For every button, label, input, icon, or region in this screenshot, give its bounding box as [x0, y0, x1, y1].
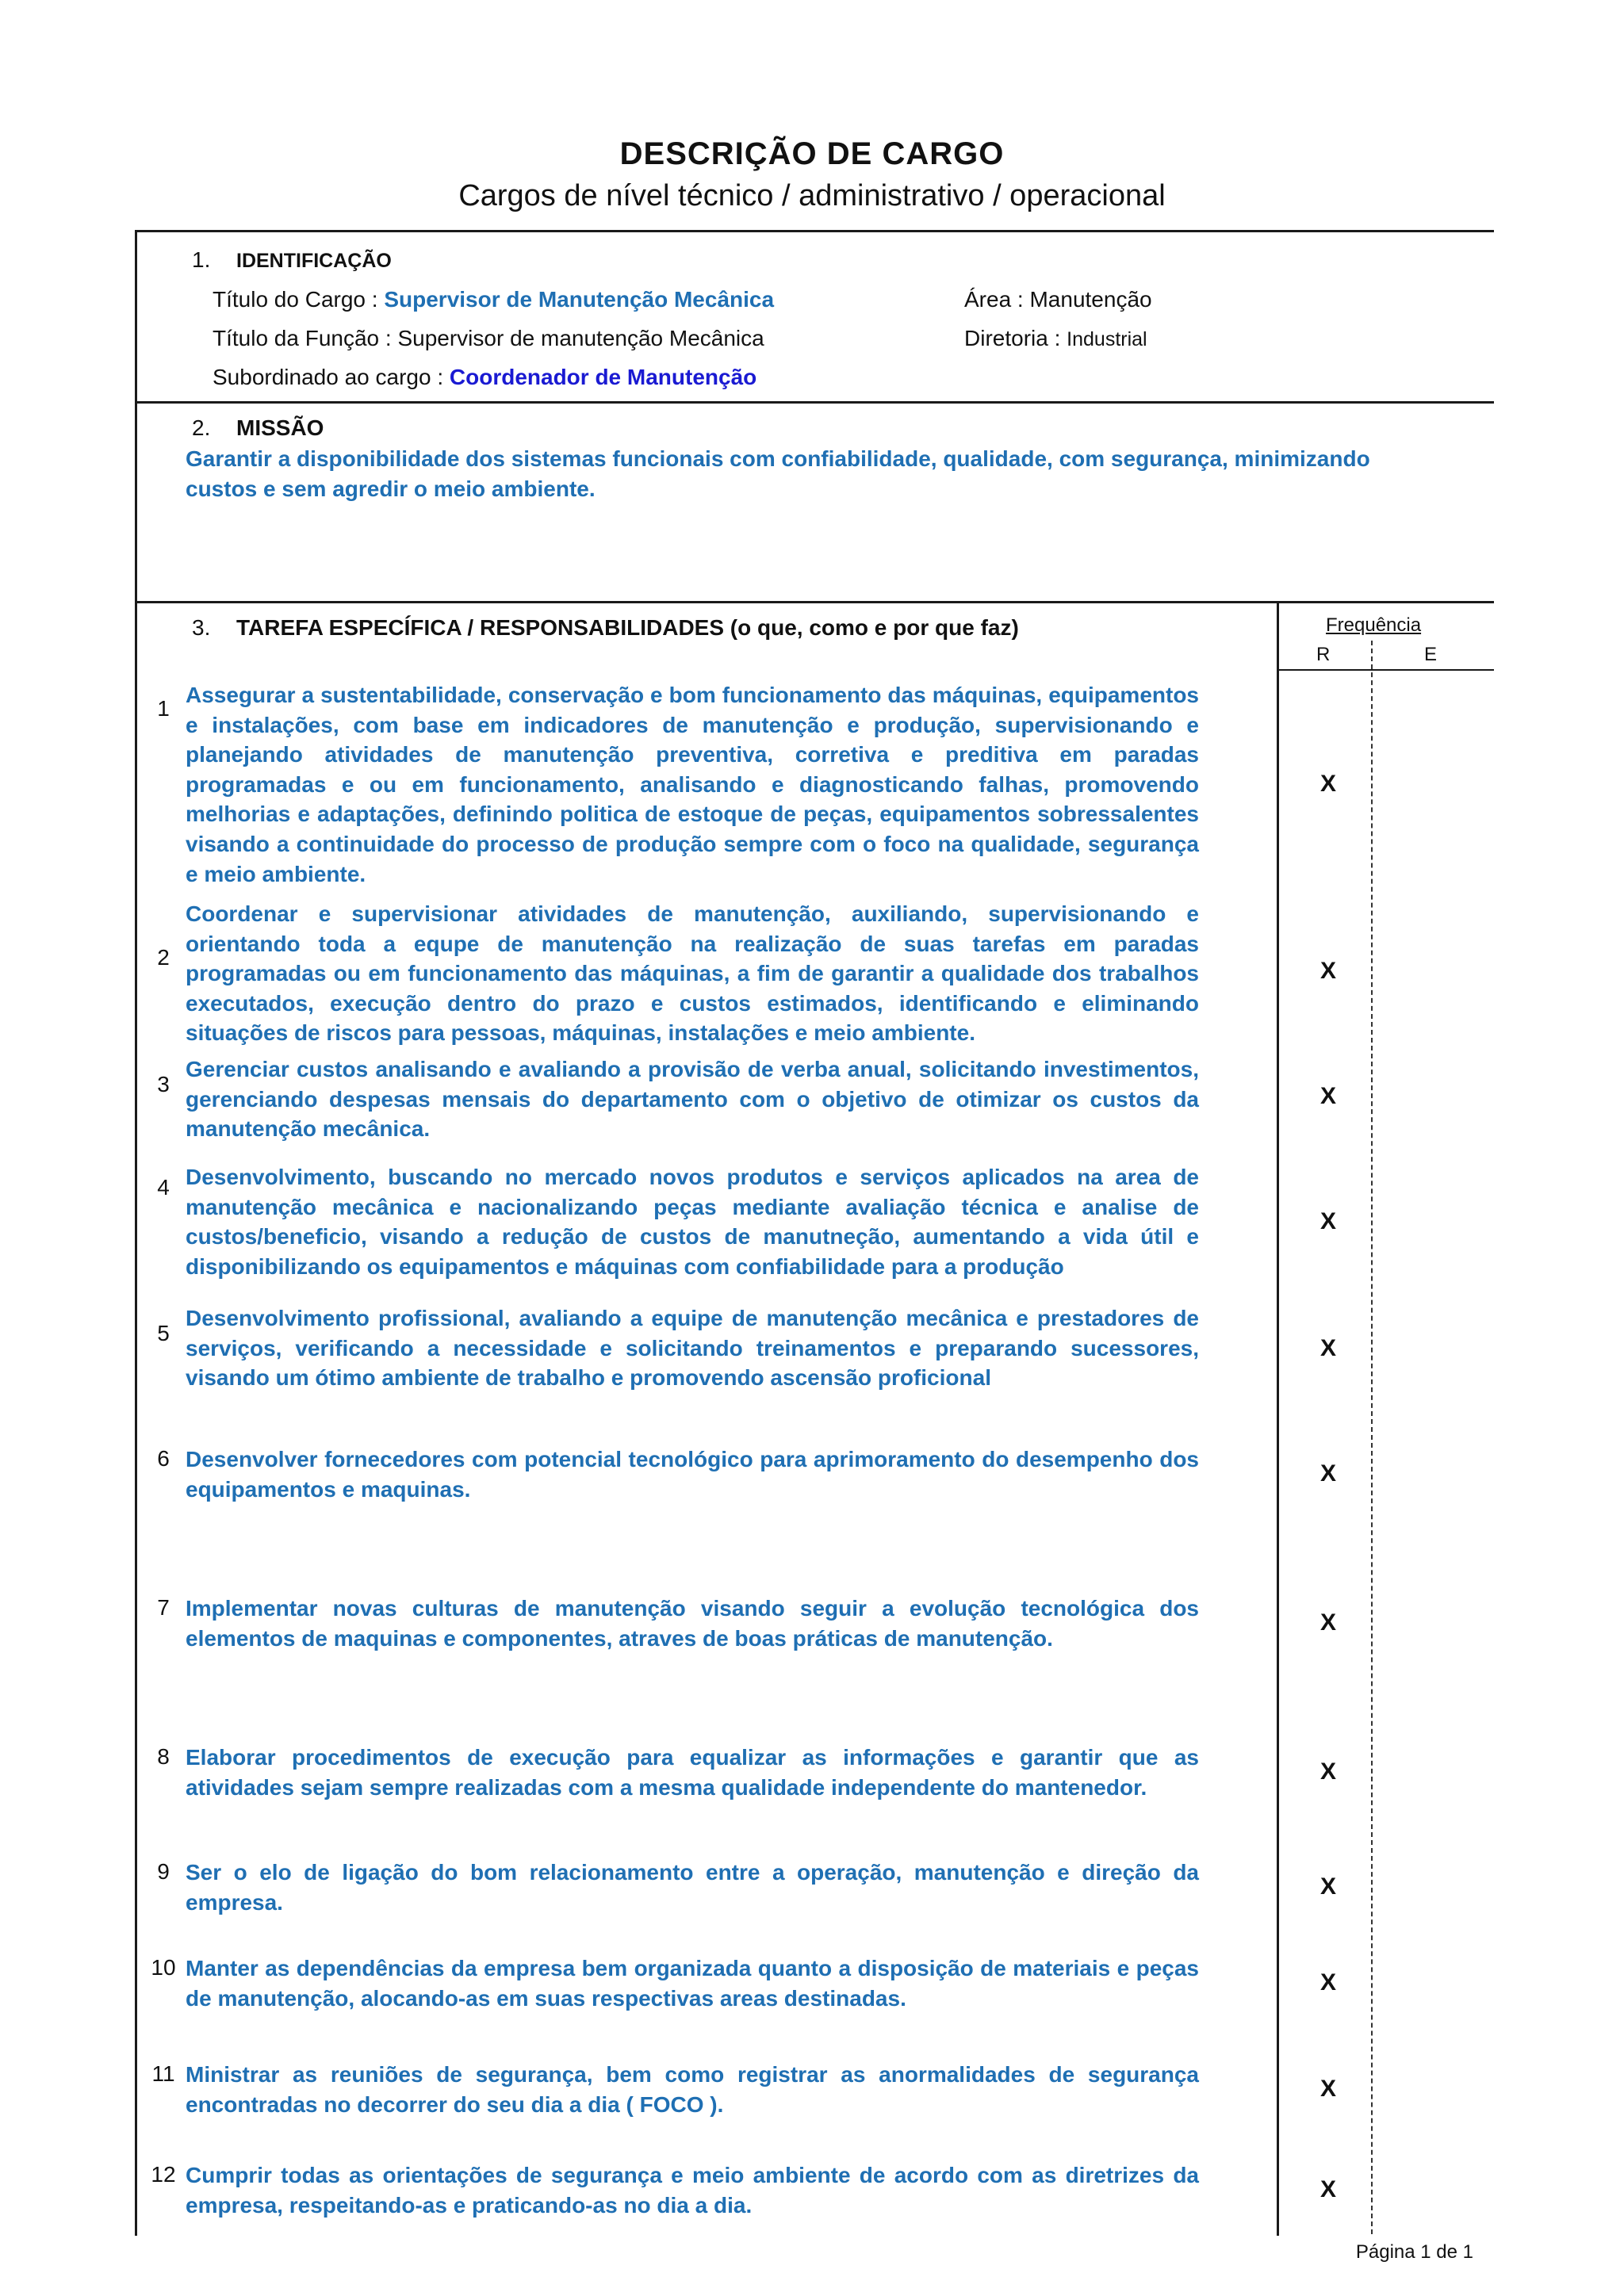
- document-subtitle: Cargos de nível técnico / administrativo / operacional: [458, 179, 1166, 212]
- task-text: Desenvolvimento, buscando no mercado novos produtos e serviços aplicados na area de manutenção mecânica e nacionalizando peças mediante avaliação técnica e analise de custos/beneficio, visando a redução de custos de manutneção, aumentando a vida útil e disponibilizando os equipamentos e máquinas com confiabilidade para a produção: [186, 1165, 1199, 1279]
- task-number: 1: [157, 696, 170, 721]
- titulo-cargo-row: [213, 287, 774, 312]
- subordinado-value: Coordenador de Manutenção: [449, 365, 757, 389]
- titulo-cargo-label: Título do Cargo :: [213, 287, 378, 312]
- task-frequency-mark: X: [1320, 1969, 1336, 1996]
- task-number: 3: [157, 1072, 170, 1096]
- frequencia-dashed-divider: [1371, 641, 1373, 2234]
- task-number: 12: [151, 2162, 176, 2187]
- frame-left-line: [135, 230, 137, 2236]
- task-text: Gerenciar custos analisando e avaliando a provisão de verba anual, solicitando investimentos, gerenciando despesas mensais do departamento com o objetivo de otimizar os custos da manutenção mecânica.: [186, 1057, 1199, 1142]
- task-text: Ser o elo de ligação do bom relacionamento entre a operação, manutenção e direção da empresa.: [186, 1860, 1199, 1915]
- subordinado-label: Subordinado ao cargo :: [213, 365, 444, 389]
- diretoria-value: Industrial: [1067, 328, 1147, 350]
- section-title: MISSÃO: [236, 415, 324, 440]
- frequencia-label: Frequência: [1326, 614, 1422, 636]
- task-text: Assegurar a sustentabilidade, conservação e bom funcionamento das máquinas, equipamentos e instalações, com base em indicadores de manutenção e produção, supervisionando e planejando atividades de manutenção preventiva, corretiva e preditiva em paradas programadas e ou em funcionamento, analisando e diagnosticando falhas, promovendo melhorias e adaptações, definindo politica de estoque de peças, equipamentos sobressalentes visando a continuidade do processo de produção sempre com o foco na qualidade, segurança e meio ambiente.: [186, 683, 1199, 886]
- task-text: Elaborar procedimentos de execução para equalizar as informações e garantir que as atividades sejam sempre realizadas com a mesma qualidade independente do mantenedor.: [186, 1745, 1199, 1800]
- section-tarefas-heading: [192, 615, 1019, 641]
- task-text: Manter as dependências da empresa bem organizada quanto a disposição de materiais e peças de manutenção, alocando-as em suas respectivas areas destinadas.: [186, 1956, 1199, 2011]
- task-frequency-mark: X: [1320, 958, 1336, 984]
- task-frequency-mark: X: [1320, 1083, 1336, 1109]
- area-value: Manutenção: [1029, 287, 1152, 312]
- task-number: 2: [157, 945, 170, 970]
- task-text: Implementar novas culturas de manutenção visando seguir a evolução tecnológica dos elementos de maquinas e componentes, atraves de boas práticas de manutenção.: [186, 1596, 1199, 1651]
- frequencia-header-line: [1277, 669, 1494, 671]
- section-number: 3.: [192, 615, 211, 640]
- task-number: 4: [157, 1175, 170, 1200]
- task-number: 6: [157, 1446, 170, 1471]
- page-number: Página 1 de 1: [1355, 2241, 1473, 2263]
- section-number: 1.: [192, 247, 211, 272]
- missao-text: Garantir a disponibilidade dos sistemas funcionais com confiabilidade, qualidade, com segurança, minimizando custos e sem agredir o meio ambiente.: [186, 446, 1370, 501]
- task-frequency-mark: X: [1320, 1460, 1336, 1487]
- section-identificacao-heading: [192, 247, 392, 273]
- task-number: 9: [157, 1859, 170, 1884]
- task-frequency-mark: X: [1320, 1335, 1336, 1361]
- task-number: 10: [151, 1955, 176, 1980]
- divider-identificacao: [135, 401, 1494, 404]
- section-title: IDENTIFICAÇÃO: [236, 250, 392, 272]
- task-frequency-mark: X: [1320, 1208, 1336, 1234]
- task-frequency-mark: X: [1320, 1758, 1336, 1785]
- task-text: Desenvolvimento profissional, avaliando a equipe de manutenção mecânica e prestadores de serviços, verificando a necessidade e solicitando treinamentos e preparando sucessores, visando um ótimo ambiente de trabalho e promovendo ascensão proficional: [186, 1306, 1199, 1391]
- task-frequency-mark: X: [1320, 2076, 1336, 2102]
- task-number: 11: [151, 2061, 175, 2086]
- section-missao-heading: [192, 415, 324, 441]
- subordinado-row: [213, 365, 756, 390]
- divider-missao: [135, 601, 1494, 603]
- frequencia-col-r: R: [1316, 644, 1331, 665]
- diretoria-label: Diretoria :: [964, 326, 1061, 350]
- titulo-funcao-value: Supervisor de manutenção Mecânica: [397, 326, 764, 350]
- titulo-cargo-value: Supervisor de Manutenção Mecânica: [384, 287, 775, 312]
- document-title: DESCRIÇÃO DE CARGO: [619, 136, 1005, 171]
- titulo-funcao-label: Título da Função :: [213, 326, 392, 350]
- task-number: 7: [157, 1595, 170, 1620]
- task-text: Cumprir todas as orientações de segurança e meio ambiente de acordo com as diretrizes da empresa, respeitando-as e praticando-as no dia a dia.: [186, 2163, 1199, 2218]
- area-row: [964, 287, 1152, 312]
- task-frequency-mark: X: [1320, 2176, 1336, 2202]
- section-number: 2.: [192, 415, 211, 440]
- task-frequency-mark: X: [1320, 1873, 1336, 1900]
- task-text: Desenvolver fornecedores com potencial tecnológico para aprimoramento do desempenho dos equipamentos e maquinas.: [186, 1447, 1199, 1502]
- task-number: 8: [157, 1744, 170, 1769]
- frequencia-col-e: E: [1424, 644, 1438, 665]
- titulo-funcao-row: [213, 326, 764, 351]
- frequencia-column-line: [1277, 601, 1279, 2236]
- frame-top-line: [135, 230, 1494, 232]
- section-title: TAREFA ESPECÍFICA / RESPONSABILIDADES (o que, como e por que faz): [236, 615, 1019, 640]
- area-label: Área :: [964, 287, 1024, 312]
- diretoria-row: [964, 326, 1147, 351]
- task-text: Ministrar as reuniões de segurança, bem como registrar as anormalidades de segurança encontradas no decorrer do seu dia a dia ( FOCO ).: [186, 2062, 1199, 2117]
- task-number: 5: [157, 1321, 170, 1345]
- task-frequency-mark: X: [1320, 1609, 1336, 1636]
- task-frequency-mark: X: [1320, 771, 1336, 797]
- task-text: Coordenar e supervisionar atividades de manutenção, auxiliando, supervisionando e orientando toda a equpe de manutenção na realização de suas tarefas em paradas programadas ou em funcionamento das máquinas, a fim de garantir a qualidade dos trabalhos executados, execução dentro do prazo e custos estimados, identificando e eliminando situações de riscos para pessoas, máquinas, instalações e meio ambiente.: [186, 901, 1199, 1046]
